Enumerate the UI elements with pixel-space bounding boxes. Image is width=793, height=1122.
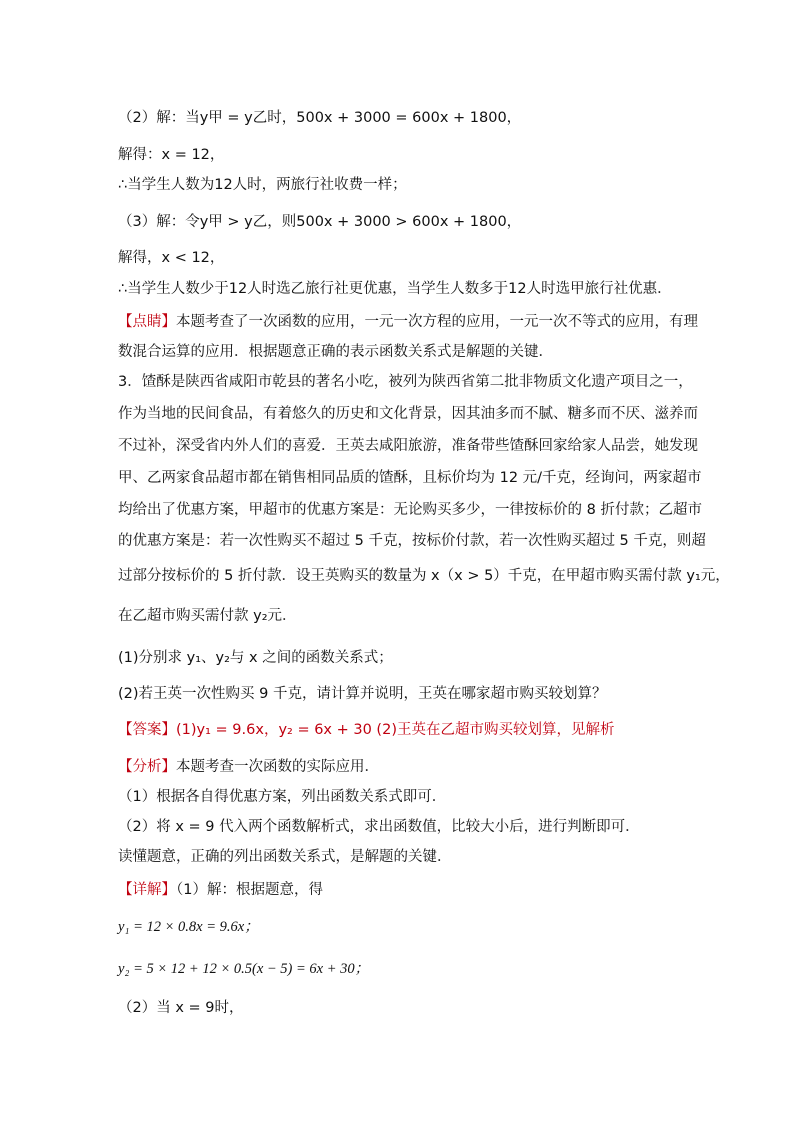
dianjing-paragraph: [118, 312, 698, 332]
answer-label: 【答案】: [118, 722, 176, 738]
problem-3-line-1: 3．馇酥是陕西省咸阳市乾县的著名小吃，被列为陕西省第二批非物质文化遗产项目之一，: [118, 374, 693, 390]
problem-3-line-8: 在乙超市购买需付款 y₂元．: [118, 608, 297, 624]
problem-3-line-3: 不过补，深受省内外人们的喜爱．王英去咸阳旅游，准备带些馇酥回家给家人品尝，她发现: [118, 438, 698, 454]
problem-3-line-4: 甲、乙两家食品超市都在销售相同品质的馇酥，且标价均为 12 元/千克，经询问，两家超市: [118, 470, 702, 486]
answer-text: (1)y₁ = 9.6x，y₂ = 6x + 30 (2)王英在乙超市购买较划算，见解析: [176, 722, 615, 738]
detail-text: （1）解：根据题意，得: [176, 882, 323, 898]
text-line-1: （2）解：当y甲 = y乙时，500x + 3000 = 600x + 1800，: [118, 110, 522, 126]
analysis-text: 本题考查一次函数的实际应用．: [176, 759, 379, 775]
formula-y2: y₂ = 5 × 12 + 12 × 0.5(x − 5) = 6x + 30；: [118, 961, 370, 977]
problem-3-line-5: 均给出了优惠方案，甲超市的优惠方案是：无论购买多少，一律按标价的 8 折付款；乙超市: [118, 502, 702, 518]
problem-3-line-6: 的优惠方案是：若一次性购买不超过 5 千克，按标价付款，若一次性购买超过 5 千克，则超: [118, 533, 706, 549]
dianjing-text: 本题考查了一次函数的应用，一元一次方程的应用，一元一次不等式的应用，有理: [176, 314, 698, 330]
answer-paragraph: [118, 720, 614, 740]
analysis-line-4: 读懂题意，正确的列出函数关系式，是解题的关键．: [118, 849, 452, 865]
dianjing-label: 【点睛】: [118, 314, 176, 330]
analysis-paragraph: [118, 757, 379, 777]
analysis-line-3: （2）将 x = 9 代入两个函数解析式，求出函数值，比较大小后，进行判断即可．: [118, 819, 640, 835]
analysis-label: 【分析】: [118, 759, 176, 775]
analysis-line-2: （1）根据各自得优惠方案，列出函数关系式即可．: [118, 789, 447, 805]
detail-label: 【详解】: [118, 882, 176, 898]
text-line-2: 解得：x = 12，: [118, 147, 225, 163]
detail-paragraph: [118, 880, 323, 900]
text-line-4: （3）解：令y甲 > y乙，则500x + 3000 > 600x + 1800，: [118, 214, 522, 230]
text-line-6: ∴当学生人数少于12人时选乙旅行社更优惠，当学生人数多于12人时选甲旅行社优惠．: [118, 281, 672, 297]
problem-3-line-2: 作为当地的民间食品，有着悠久的历史和文化背景，因其油多而不腻、糖多而不厌、滋养而: [118, 406, 698, 422]
text-line-3: ∴当学生人数为12人时，两旅行社收费一样；: [118, 177, 407, 193]
problem-3-line-7: 过部分按标价的 5 折付款．设王英购买的数量为 x（x > 5）千克，在甲超市购买需付款 y₁元，: [118, 568, 730, 584]
question-2: (2)若王英一次性购买 9 千克，请计算并说明，王英在哪家超市购买较划算？: [118, 686, 607, 702]
detail-line-4: （2）当 x = 9时，: [118, 1000, 244, 1016]
formula-y1: y₁ = 12 × 0.8x = 9.6x；: [118, 919, 259, 935]
text-line-5: 解得，x < 12，: [118, 250, 225, 266]
question-1: (1)分别求 y₁、y₂与 x 之间的函数关系式；: [118, 650, 393, 666]
text-line-8: 数混合运算的应用．根据题意正确的表示函数关系式是解题的关键．: [118, 344, 553, 360]
